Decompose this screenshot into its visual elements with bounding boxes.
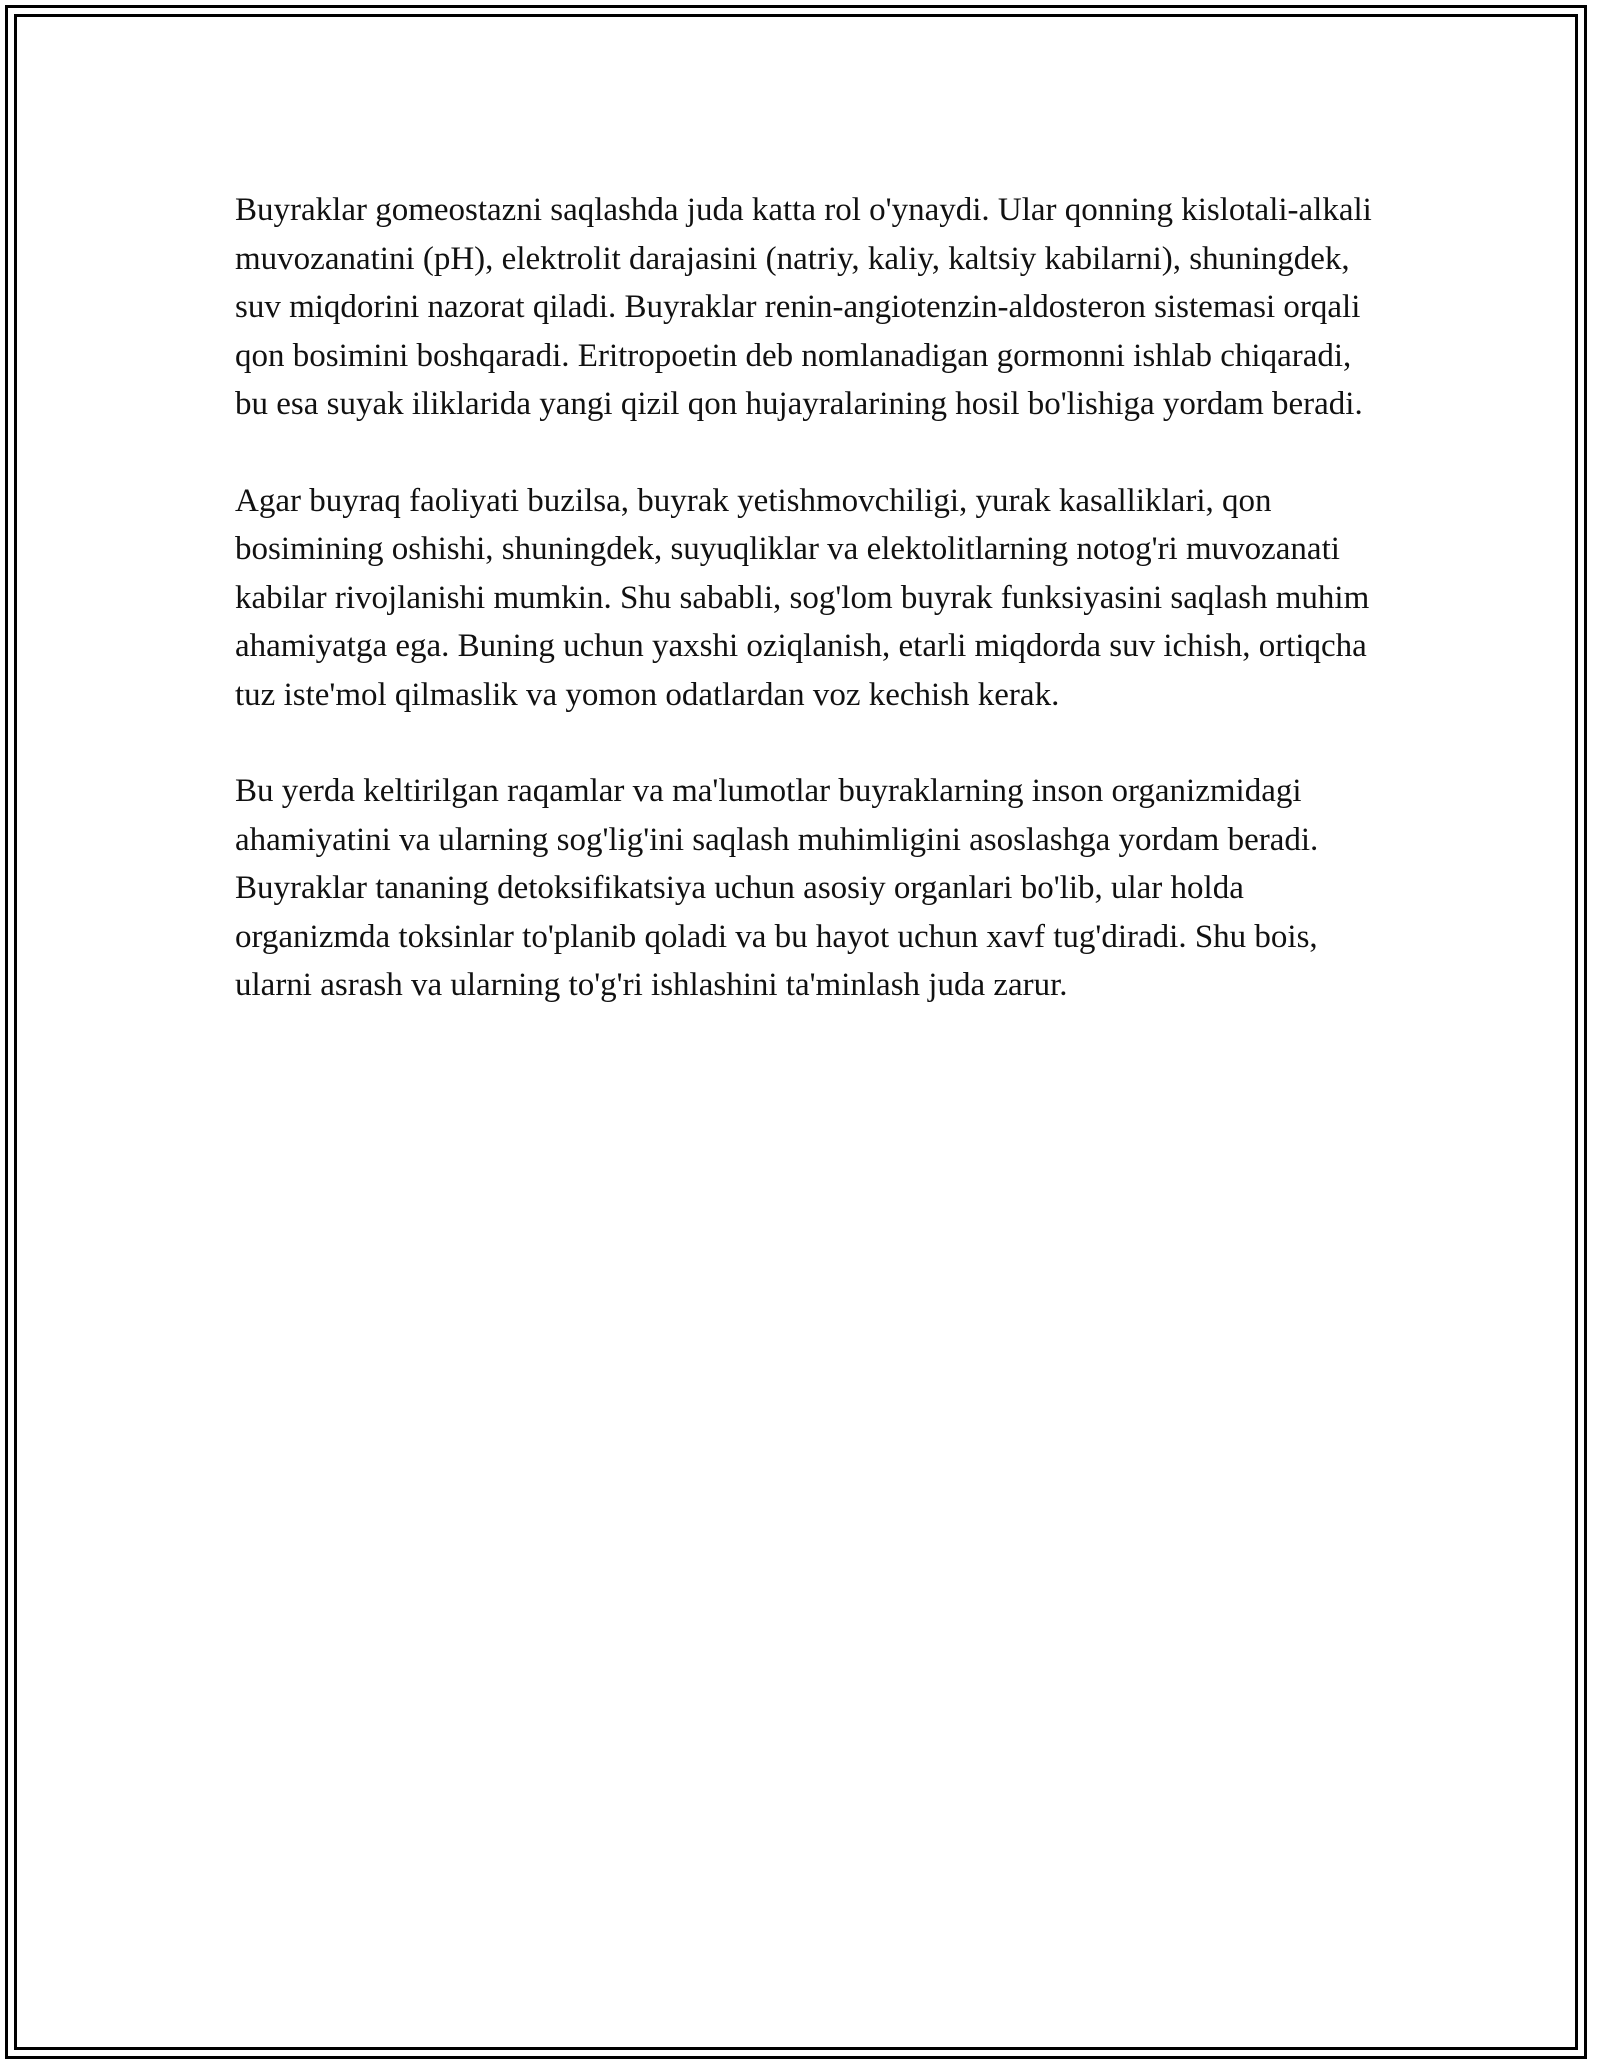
paragraph-2: Agar buyraq faoliyati buzilsa, buyrak yetishmovchiligi, yurak kasalliklari, qon bosimining oshishi, shuningdek, suyuqliklar va elektolitlarning notog'ri muvozanati kabilar rivojlanishi mumkin. Shu sababli, sog'lom buyrak funksiyasini saqlash muhim ahamiyatga ega. Buning uchun yaxshi oziqlanish, etarli miqdorda suv ichish, ortiqcha tuz iste'mol qilmaslik va yomon odatlardan voz kechish kerak. bbox=[235, 482, 1370, 713]
document-body bbox=[235, 186, 1375, 1058]
paragraph-1: Buyraklar gomeostazni saqlashda juda katta rol o'ynaydi. Ular qonning kislotali-alkali muvozanatini (pH), elektrolit darajasini (natriy, kaliy, kaltsiy kabilarni), shuningdek, suv miqdorini nazorat qiladi. Buyraklar renin-angiotenzin-aldosteron sistemasi orqali qon bosimini boshqaradi. Eritropoetin deb nomlanadigan gormonni ishlab chiqaradi, bu esa suyak iliklarida yangi qizil qon hujayralarining hosil bo'lishiga yordam beradi. bbox=[235, 192, 1372, 422]
paragraph-3: Bu yerda keltirilgan raqamlar va ma'lumotlar buyraklarning inson organizmidagi ahamiyatini va ularning sog'lig'ini saqlash muhimligini asoslashga yordam beradi. Buyraklar tananing detoksifikatsiya uchun asosiy organlari bo'lib, ular holda organizmda toksinlar to'planib qoladi va bu hayot uchun xavf tug'diradi. Shu bois, ularni asrash va ularning to'g'ri ishlashini ta'minlash juda zarur. bbox=[235, 773, 1319, 1003]
